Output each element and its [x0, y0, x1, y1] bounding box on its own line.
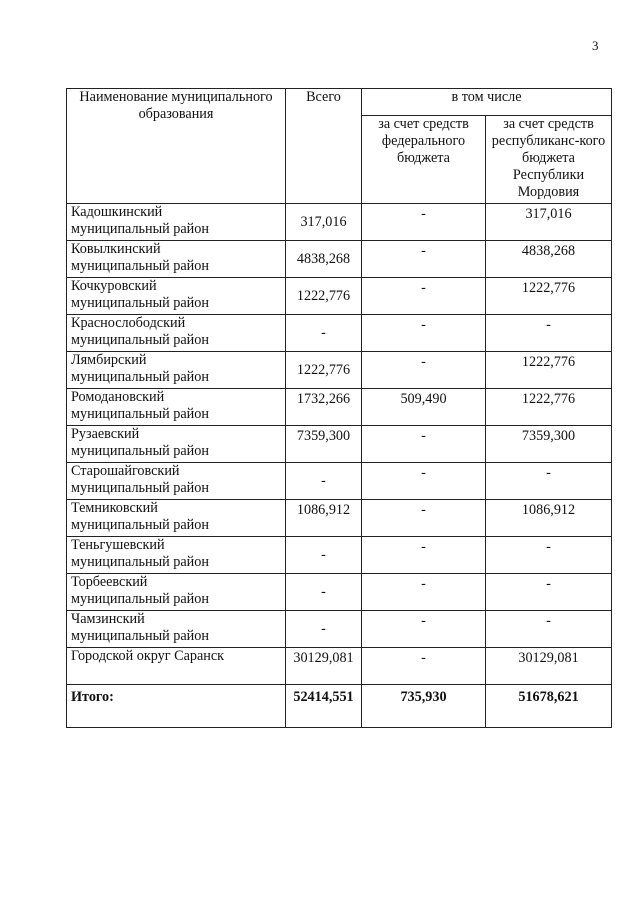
municipality-name	[67, 204, 286, 241]
municipality-name	[67, 648, 286, 685]
total-cell: 1732,266	[286, 389, 362, 426]
municipality-name-line1: Ковылкинский	[71, 241, 161, 257]
total-cell: 30129,081	[286, 648, 362, 685]
municipality-name-line1: Темниковский	[71, 500, 158, 516]
municipality-name-line1: Ромодановский	[71, 389, 165, 405]
municipality-name-line2: муниципальный район	[71, 369, 209, 385]
table-row	[67, 463, 612, 500]
municipality-name-line1: Старошайговский	[71, 463, 180, 479]
republic-cell: -	[486, 611, 612, 648]
municipality-name-line2: муниципальный район	[71, 332, 209, 348]
republic-cell: -	[486, 537, 612, 574]
municipality-name-line1: Городской округ Саранск	[71, 648, 225, 664]
table-row	[67, 278, 612, 315]
municipality-name	[67, 426, 286, 463]
municipality-name-line1: Рузаевский	[71, 426, 140, 442]
municipality-name-line2: муниципальный район	[71, 443, 209, 459]
table-row	[67, 352, 612, 389]
republic-cell: 30129,081	[486, 648, 612, 685]
municipality-name	[67, 500, 286, 537]
republic-cell: 7359,300	[486, 426, 612, 463]
republic-cell: -	[486, 574, 612, 611]
municipality-name-line2: муниципальный район	[71, 554, 209, 570]
table-row	[67, 574, 612, 611]
municipality-name-line1: Краснослободский	[71, 315, 186, 331]
federal-cell: -	[362, 352, 486, 389]
total-cell: 1086,912	[286, 500, 362, 537]
municipality-name	[67, 389, 286, 426]
header-total: Всего	[286, 89, 362, 204]
total-all: 52414,551	[286, 685, 362, 728]
federal-cell: -	[362, 204, 486, 241]
municipality-name-line2: муниципальный район	[71, 406, 209, 422]
federal-cell: -	[362, 611, 486, 648]
municipality-name-line2: муниципальный район	[71, 628, 209, 644]
header-republic: за счет средств республиканс-кого бюджета Республики Мордовия	[486, 116, 612, 204]
federal-cell: -	[362, 500, 486, 537]
total-cell: -	[286, 315, 362, 352]
total-label: Итого:	[67, 685, 286, 728]
federal-cell: -	[362, 537, 486, 574]
municipality-name	[67, 537, 286, 574]
total-cell: 1222,776	[286, 352, 362, 389]
municipality-name	[67, 241, 286, 278]
municipality-name	[67, 352, 286, 389]
municipality-name	[67, 463, 286, 500]
total-cell: -	[286, 611, 362, 648]
federal-cell: -	[362, 241, 486, 278]
republic-cell: -	[486, 463, 612, 500]
municipality-name	[67, 574, 286, 611]
table-row	[67, 389, 612, 426]
municipality-name	[67, 315, 286, 352]
total-federal: 735,930	[362, 685, 486, 728]
municipality-name	[67, 611, 286, 648]
table-row	[67, 611, 612, 648]
municipality-name	[67, 278, 286, 315]
republic-cell: 1086,912	[486, 500, 612, 537]
municipality-name-line1: Лямбирский	[71, 352, 147, 368]
page-number: 3	[592, 38, 599, 53]
header-federal: за счет средств федерального бюджета	[362, 116, 486, 204]
table-row	[67, 241, 612, 278]
budget-table	[66, 88, 612, 728]
table-row	[67, 648, 612, 685]
table-row	[67, 500, 612, 537]
header-including: в том числе	[362, 89, 612, 116]
municipality-name-line2: муниципальный район	[71, 258, 209, 274]
header-municipality: Наименование муниципального образования	[67, 89, 286, 204]
federal-cell: 509,490	[362, 389, 486, 426]
republic-cell: 4838,268	[486, 241, 612, 278]
federal-cell: -	[362, 426, 486, 463]
federal-cell: -	[362, 315, 486, 352]
municipality-name-line2: муниципальный район	[71, 591, 209, 607]
municipality-name-line1: Теньгушевский	[71, 537, 165, 553]
municipality-name-line1: Кочкуровский	[71, 278, 157, 294]
municipality-name-line1: Чамзинский	[71, 611, 145, 627]
republic-cell: 1222,776	[486, 389, 612, 426]
total-cell: -	[286, 537, 362, 574]
municipality-name-line1: Кадошкинский	[71, 204, 163, 220]
federal-cell: -	[362, 463, 486, 500]
total-cell: 1222,776	[286, 278, 362, 315]
federal-cell: -	[362, 278, 486, 315]
republic-cell: -	[486, 315, 612, 352]
total-cell: 4838,268	[286, 241, 362, 278]
municipality-name-line2: муниципальный район	[71, 221, 209, 237]
total-republic: 51678,621	[486, 685, 612, 728]
table-row	[67, 315, 612, 352]
total-cell: -	[286, 463, 362, 500]
municipality-name-line2: муниципальный район	[71, 480, 209, 496]
total-cell: 7359,300	[286, 426, 362, 463]
total-cell: 317,016	[286, 204, 362, 241]
table-row	[67, 426, 612, 463]
republic-cell: 1222,776	[486, 278, 612, 315]
federal-cell: -	[362, 648, 486, 685]
republic-cell: 317,016	[486, 204, 612, 241]
federal-cell: -	[362, 574, 486, 611]
municipality-name-line1: Торбеевский	[71, 574, 148, 590]
total-row	[67, 685, 612, 728]
republic-cell: 1222,776	[486, 352, 612, 389]
municipality-name-line2: муниципальный район	[71, 517, 209, 533]
municipality-name-line2: муниципальный район	[71, 295, 209, 311]
table-row	[67, 204, 612, 241]
total-cell: -	[286, 574, 362, 611]
table-row	[67, 537, 612, 574]
